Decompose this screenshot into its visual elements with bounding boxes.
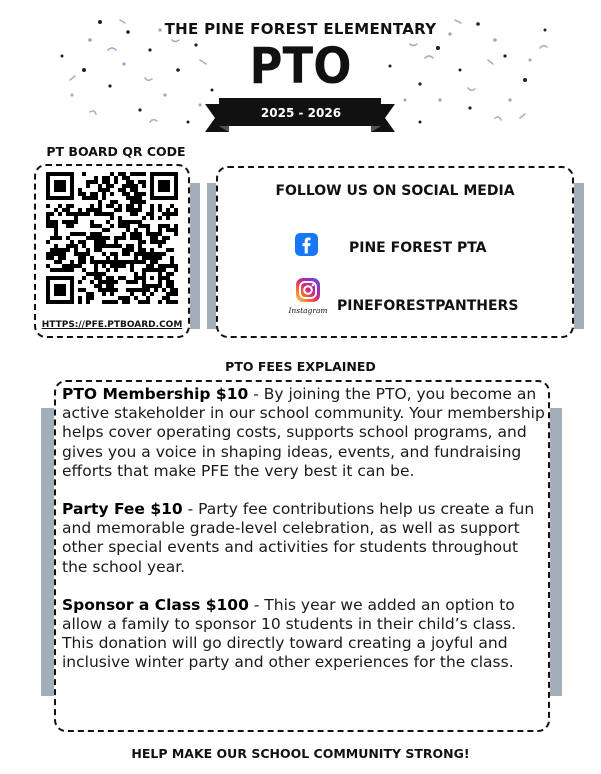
footer-slogan: HELP MAKE OUR SCHOOL COMMUNITY STRONG!: [131, 746, 470, 761]
fee-heading: Sponsor a Class $100: [62, 595, 249, 614]
fee-sponsor-class: [62, 596, 546, 673]
qr-box-shadow: [190, 183, 200, 329]
fee-heading: PTO Membership $10: [62, 385, 249, 403]
school-year: 2025 - 2026: [260, 106, 342, 120]
ptboard-link[interactable]: HTTPS://PFE.PTBOARD.COM: [41, 320, 183, 330]
organization-title: PTO: [249, 37, 352, 95]
fee-description: - This year we added an option to allow a family to sponsor 10 students in their child’s class. This donation will go directly toward creating a joyful and inclusive winter party and other experiences for the class.: [62, 595, 517, 672]
instagram-handle[interactable]: PINEFORESTPANTHERS: [337, 298, 519, 314]
qr-code-image[interactable]: [46, 172, 178, 304]
fee-description: - Party fee contributions help us create a fun and memorable grade-level celebration, as well as support other special events and activities for students throughout the school year.: [62, 500, 535, 576]
fee-party: [62, 500, 546, 577]
fees-content: [62, 385, 546, 692]
instagram-wordmark: Instagram: [288, 306, 328, 315]
fee-heading: Party Fee $10: [62, 500, 183, 519]
facebook-page-name[interactable]: PINE FOREST PTA: [349, 240, 487, 256]
fee-description: - By joining the PTO, you become an active stakeholder in our school community. Your membership helps cover operating costs, supports school programs, and gives you a voice in shaping ideas, events, and fundraising efforts that make PFE the very best it can be.: [62, 385, 545, 480]
fees-box-shadow-right: [548, 408, 562, 696]
instagram-icon[interactable]: [296, 278, 320, 302]
school-name: THE PINE FOREST ELEMENTARY: [164, 20, 437, 38]
qr-code-label: PT BOARD QR CODE: [46, 144, 186, 159]
facebook-icon[interactable]: [295, 233, 318, 256]
social-media-title: FOLLOW US ON SOCIAL MEDIA: [275, 183, 515, 199]
fees-section-title: PTO FEES EXPLAINED: [225, 359, 376, 374]
fee-membership: [62, 385, 546, 481]
